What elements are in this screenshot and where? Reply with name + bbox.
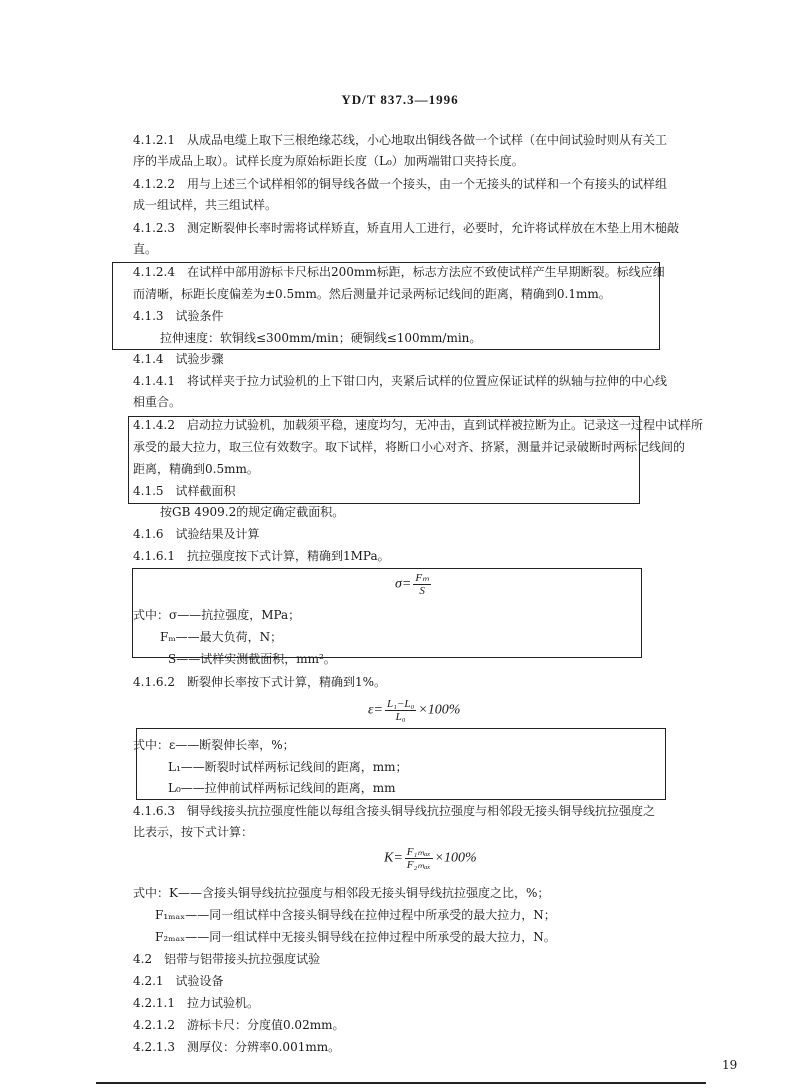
text-line: 4.1.6.1 抗拉强度按下式计算，精确到1MPa。 xyxy=(133,549,390,563)
formula-numerator: F₁ₘₐₓ xyxy=(406,846,431,858)
text-line: 4.1.6 试验结果及计算 xyxy=(133,527,260,541)
text-line: 距离，精确到0.5mm。 xyxy=(133,462,259,476)
text-line: 而清晰，标距长度偏差为±0.5mm。然后测量并记录两标记线间的距离，精确到0.1mm。 xyxy=(133,287,611,301)
text-line: 4.2.1.1 拉力试验机。 xyxy=(133,996,259,1010)
formula-denominator: S xyxy=(419,585,425,597)
text-line: 式中：K——含接头铜导线抗拉强度与相邻段无接头铜导线抗拉强度之比，%； xyxy=(133,886,550,900)
text-line: 4.1.4 试验步骤 xyxy=(133,352,224,366)
formula-tail: ×100% xyxy=(418,702,461,718)
text-line: 4.2.1.2 游标卡尺：分度值0.02mm。 xyxy=(133,1018,345,1032)
text-line: 式中：σ——抗拉强度，MPa； xyxy=(133,608,301,622)
text-line: S——试样实测截面积，mm²。 xyxy=(168,652,336,666)
formula-lhs: K= xyxy=(384,850,403,866)
text-line: 4.1.5 试样截面积 xyxy=(133,484,236,498)
page-number: 19 xyxy=(722,1058,738,1072)
text-line: 4.1.4.1 将试样夹于拉力试验机的上下钳口内，夹紧后试样的位置应保证试样的纵轴与拉伸的中心线 xyxy=(133,374,667,388)
formula-numerator: L₁−L₀ xyxy=(386,698,415,710)
text-line: 4.1.2.1 从成品电缆上取下三根绝缘芯线，小心地取出铜线各做一个试样（在中间试验时则从有关工 xyxy=(133,133,667,147)
formula-numerator: Fₘ xyxy=(415,572,429,584)
text-line: 序的半成品上取）。试样长度为原始标距长度（L₀）加两端钳口夹持长度。 xyxy=(133,154,524,168)
text-line: L₁——断裂时试样两标记线间的距离，mm； xyxy=(168,760,408,774)
annotation-box-test-steps xyxy=(128,416,640,504)
text-line: 4.2 铝带与铝带接头抗拉强度试验 xyxy=(133,952,321,966)
formula-denominator: L₀ xyxy=(395,711,406,723)
text-line: Fₘ——最大负荷，N； xyxy=(160,630,283,644)
formula-lhs: ε= xyxy=(368,702,383,718)
text-line: 4.1.2.4 在试样中部用游标卡尺标出200mm标距，标志方法应不致使试样产生早期断裂。标线应细 xyxy=(133,265,665,279)
text-line: 4.1.3 试验条件 xyxy=(133,309,224,323)
text-line: 相重合。 xyxy=(133,395,182,409)
text-line: 4.1.6.3 铜导线接头抗拉强度性能以每组含接头铜导线抗拉强度与相邻段无接头铜导线抗拉强度之 xyxy=(133,804,655,818)
formula-elongation xyxy=(368,698,460,723)
text-line: 4.1.2.2 用与上述三个试样相邻的铜导线各做一个接头，由一个无接头的试样和一个有接头的试样组 xyxy=(133,177,667,191)
text-line: 式中：ε——断裂伸长率，%； xyxy=(133,738,295,752)
text-line: 4.2.1.3 测厚仪：分辨率0.001mm。 xyxy=(133,1040,341,1054)
text-line: 4.1.4.2 启动拉力试验机，加载须平稳，速度均匀，无冲击，直到试样被拉断为止。记录这一过程中试样所 xyxy=(133,418,703,432)
text-line: 4.2.1 试验设备 xyxy=(133,974,224,988)
text-line: 4.1.2.3 测定断裂伸长率时需将试样矫直，矫直用人工进行，必要时，允许将试样放在木垫上用木槌敲 xyxy=(133,221,679,235)
text-line: 按GB 4909.2的规定确定截面积。 xyxy=(160,505,345,519)
text-line: 直。 xyxy=(133,242,158,256)
formula-joint-ratio xyxy=(384,846,477,871)
formula-lhs: σ= xyxy=(395,576,412,592)
text-line: 拉伸速度：软铜线≤300mm/min；硬铜线≤100mm/min。 xyxy=(160,331,482,345)
text-line: 承受的最大拉力，取三位有效数字。取下试样，将断口小心对齐、挤紧，测量并记录破断时两标记线间的 xyxy=(133,440,686,454)
bottom-rule xyxy=(96,1082,706,1084)
text-line: 比表示，按下式计算： xyxy=(133,825,254,839)
text-line: F₁ₘₐₓ——同一组试样中含接头铜导线在拉伸过程中所承受的最大拉力，N； xyxy=(155,908,556,922)
annotation-box-test-conditions xyxy=(112,262,660,350)
formula-denominator: F₂ₘₐₓ xyxy=(406,859,431,871)
document-header: YD/T 837.3—1996 xyxy=(341,92,459,107)
text-line: L₀——拉伸前试样两标记线间的距离，mm xyxy=(168,781,396,795)
formula-tail: ×100% xyxy=(434,850,477,866)
text-line: 成一组试样，共三组试样。 xyxy=(133,198,278,212)
annotation-box-elongation-legend xyxy=(136,728,666,800)
text-line: 4.1.6.2 断裂伸长率按下式计算，精确到1%。 xyxy=(133,675,387,689)
text-line: F₂ₘₐₓ——同一组试样中无接头铜导线在拉伸过程中所承受的最大拉力，N。 xyxy=(155,930,556,944)
annotation-box-tensile-formula xyxy=(132,568,642,658)
